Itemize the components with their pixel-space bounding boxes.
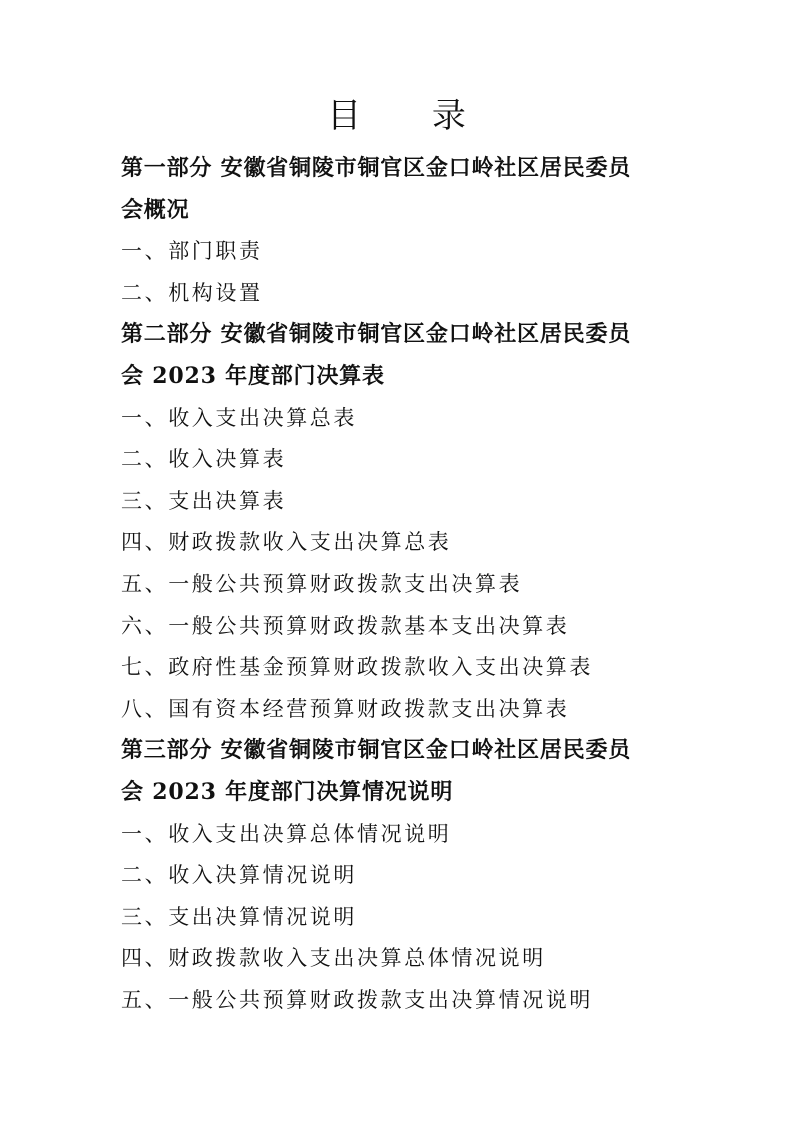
page-title: 目 录 — [327, 96, 496, 136]
toc-part-heading-continued: 会 2023 年度部门决算情况说明 — [121, 778, 454, 805]
toc-item: 五、一般公共预算财政拨款支出决算表 — [121, 571, 523, 596]
toc-part-heading-continued: 会 2023 年度部门决算表 — [121, 362, 385, 389]
toc-item: 四、财政拨款收入支出决算总表 — [121, 530, 452, 555]
toc-part-heading-continued: 会概况 — [121, 196, 190, 223]
toc-item: 八、国有资本经营预算财政拨款支出决算表 — [121, 696, 570, 721]
toc-part-heading: 第一部分 安徽省铜陵市铜官区金口岭社区居民委员 — [121, 155, 632, 181]
table-of-contents — [121, 148, 691, 1021]
toc-item: 四、财政拨款收入支出决算总体情况说明 — [121, 946, 546, 971]
toc-item: 一、部门职责 — [121, 239, 263, 264]
toc-item: 二、收入决算表 — [121, 447, 287, 472]
toc-item: 二、机构设置 — [121, 280, 263, 305]
toc-item: 七、政府性基金预算财政拨款收入支出决算表 — [121, 655, 593, 680]
toc-item: 三、支出决算表 — [121, 488, 287, 513]
toc-part-heading: 第三部分 安徽省铜陵市铜官区金口岭社区居民委员 — [121, 737, 632, 764]
toc-item: 三、支出决算情况说明 — [121, 904, 357, 929]
toc-item: 一、收入支出决算总体情况说明 — [121, 821, 452, 846]
toc-item: 二、收入决算情况说明 — [121, 863, 357, 888]
toc-item: 一、收入支出决算总表 — [121, 405, 357, 430]
toc-item: 六、一般公共预算财政拨款基本支出决算表 — [121, 613, 570, 638]
toc-part-heading: 第二部分 安徽省铜陵市铜官区金口岭社区居民委员 — [121, 321, 632, 348]
toc-item: 五、一般公共预算财政拨款支出决算情况说明 — [121, 987, 593, 1012]
